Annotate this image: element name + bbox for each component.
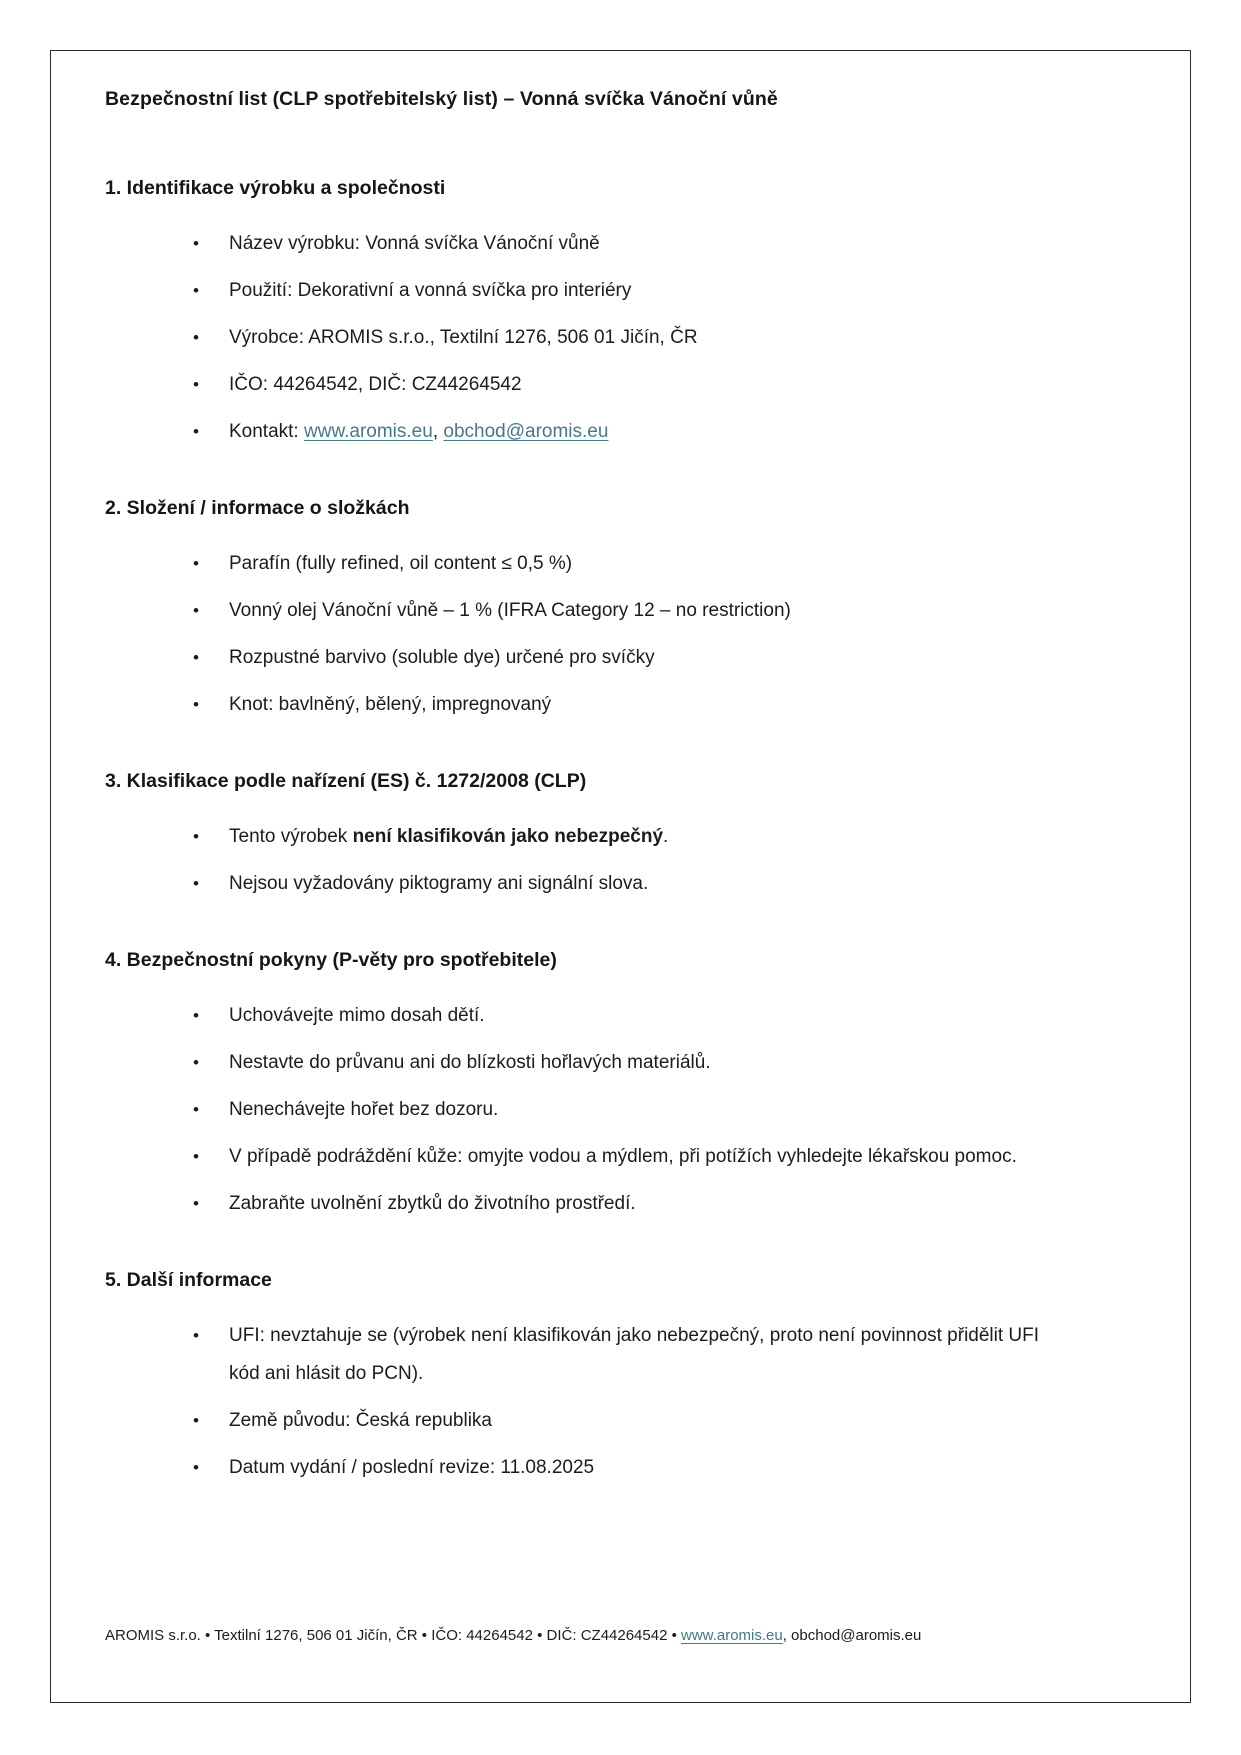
contact-separator: , xyxy=(432,421,444,442)
list-item-text: Uchovávejte mimo dosah dětí. xyxy=(229,1005,485,1026)
list-item-text: Název výrobku: Vonná svíčka Vánoční vůně xyxy=(229,233,600,254)
bullet-icon: • xyxy=(193,601,199,620)
bullet-icon: • xyxy=(193,827,199,846)
list-item-text: Zabraňte uvolnění zbytků do životního prostředí. xyxy=(229,1193,636,1214)
list-item xyxy=(105,1449,1136,1487)
list-item-text: Země původu: Česká republika xyxy=(229,1410,492,1431)
list-item xyxy=(105,997,1136,1035)
list-item-classification xyxy=(105,818,1136,856)
list-item-text: Parafín (fully refined, oil content ≤ 0,5 %) xyxy=(229,553,573,574)
bullet-icon: • xyxy=(193,1326,199,1345)
bullet-icon: • xyxy=(193,1458,199,1477)
list-item-text: Výrobce: AROMIS s.r.o., Textilní 1276, 506 01 Jičín, ČR xyxy=(229,327,698,348)
list-item-contact xyxy=(105,413,1136,451)
contact-label: Kontakt: xyxy=(229,421,304,442)
list-item xyxy=(105,686,1136,724)
bullet-icon: • xyxy=(193,1194,199,1213)
classification-prefix: Tento výrobek xyxy=(229,826,353,847)
list-item xyxy=(105,1138,1136,1176)
list-item-text: Knot: bavlněný, bělený, impregnovaný xyxy=(229,694,552,715)
bullet-icon: • xyxy=(193,1053,199,1072)
document-footer xyxy=(105,1626,1135,1646)
document-body xyxy=(51,51,1190,1702)
bullet-icon: • xyxy=(193,1411,199,1430)
classification-bold: není klasifikován jako nebezpečný xyxy=(352,826,664,847)
list-item-text: V případě podráždění kůže: omyjte vodou a mýdlem, při potížích vyhledejte lékařskou pomoc. xyxy=(229,1146,1017,1167)
list-item xyxy=(105,639,1136,677)
bullet-icon: • xyxy=(193,234,199,253)
list-item xyxy=(105,592,1136,630)
bullet-icon: • xyxy=(193,648,199,667)
list-item xyxy=(105,545,1136,583)
website-link[interactable]: www.aromis.eu xyxy=(304,421,433,442)
list-item xyxy=(105,366,1136,404)
list-item-text: Nenechávejte hořet bez dozoru. xyxy=(229,1099,499,1120)
bullet-icon: • xyxy=(193,375,199,394)
list-item-text: Datum vydání / poslední revize: 11.08.2025 xyxy=(229,1457,595,1478)
bullet-icon: • xyxy=(193,281,199,300)
document-title: Bezpečnostní list (CLP spotřebitelský list) – Vonná svíčka Vánoční vůně xyxy=(105,88,778,110)
section-5-heading: 5. Další informace xyxy=(105,1269,272,1291)
contact-text xyxy=(229,413,608,451)
list-item-text: Nejsou vyžadovány piktogramy ani signální slova. xyxy=(229,873,649,894)
section-1-heading: 1. Identifikace výrobku a společnosti xyxy=(105,177,446,199)
list-item-text: Vonný olej Vánoční vůně – 1 % (IFRA Category 12 – no restriction) xyxy=(229,600,791,621)
bullet-icon: • xyxy=(193,874,199,893)
list-item xyxy=(105,1317,1136,1393)
list-item xyxy=(105,1402,1136,1440)
bullet-icon: • xyxy=(193,1100,199,1119)
list-item xyxy=(105,865,1136,903)
list-item xyxy=(105,1044,1136,1082)
bullet-icon: • xyxy=(193,1006,199,1025)
section-2-heading: 2. Složení / informace o složkách xyxy=(105,497,410,519)
list-item xyxy=(105,319,1136,357)
page-border xyxy=(50,50,1191,1703)
section-4-heading: 4. Bezpečnostní pokyny (P-věty pro spotřebitele) xyxy=(105,949,557,971)
email-link[interactable]: obchod@aromis.eu xyxy=(443,421,609,442)
bullet-icon: • xyxy=(193,695,199,714)
footer-email-text: , obchod@aromis.eu xyxy=(782,1627,922,1644)
list-item xyxy=(105,1091,1136,1129)
list-item-text: Použití: Dekorativní a vonná svíčka pro interiéry xyxy=(229,280,632,301)
classification-suffix: . xyxy=(663,826,669,847)
list-item-text: Nestavte do průvanu ani do blízkosti hořlavých materiálů. xyxy=(229,1052,711,1073)
bullet-icon: • xyxy=(193,422,199,441)
footer-website-link[interactable]: www.aromis.eu xyxy=(681,1627,783,1644)
bullet-icon: • xyxy=(193,1147,199,1166)
bullet-icon: • xyxy=(193,328,199,347)
list-item xyxy=(105,272,1136,310)
list-item-text: UFI: nevztahuje se (výrobek není klasifikován jako nebezpečný, proto není povinnost přidělit UFI kód ani hlásit do PCN). xyxy=(229,1325,1040,1384)
list-item-text: IČO: 44264542, DIČ: CZ44264542 xyxy=(229,374,522,395)
bullet-icon: • xyxy=(193,554,199,573)
section-3-heading: 3. Klasifikace podle nařízení (ES) č. 1272/2008 (CLP) xyxy=(105,770,587,792)
list-item xyxy=(105,225,1136,263)
footer-company-info: AROMIS s.r.o. • Textilní 1276, 506 01 Jičín, ČR • IČO: 44264542 • DIČ: CZ44264542 • xyxy=(105,1627,682,1644)
classification-text xyxy=(229,818,668,856)
list-item-text: Rozpustné barvivo (soluble dye) určené pro svíčky xyxy=(229,647,655,668)
list-item xyxy=(105,1185,1136,1223)
